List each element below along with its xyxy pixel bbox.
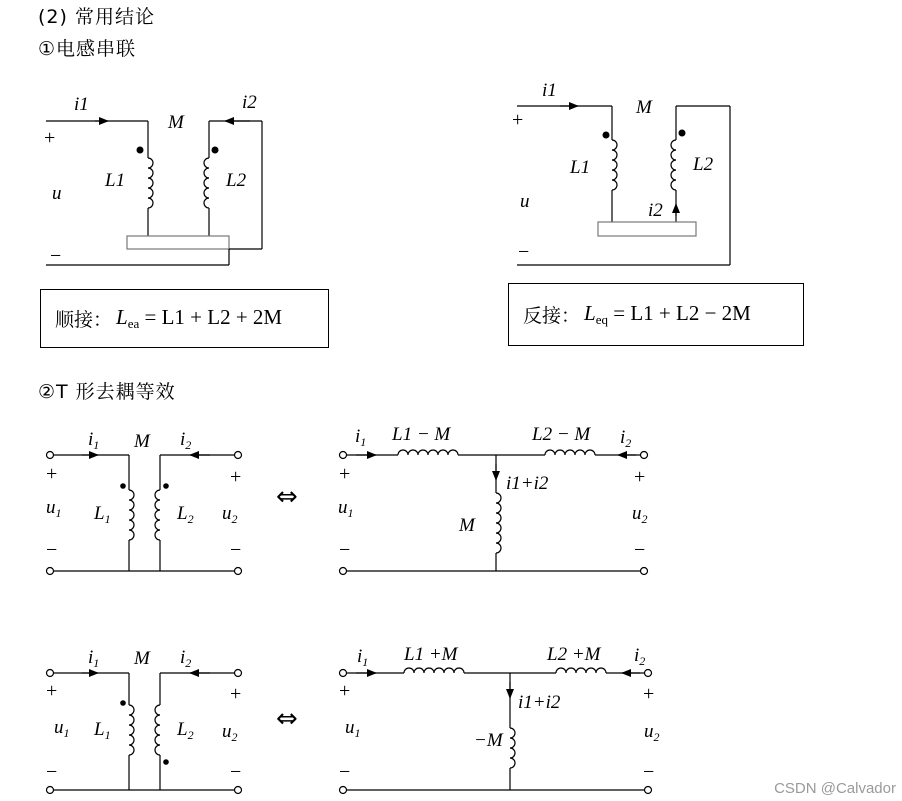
label-l2: L2 [693,154,714,175]
coil-l1 [148,158,153,208]
current-i1: i1 [74,94,89,115]
minus-sign-left: − [339,539,351,561]
current-i1: i1 [542,80,557,101]
label-l1: $L_1$ [94,719,111,742]
minus-sign-right: − [230,761,242,783]
dot-l2 [163,483,169,489]
t-decoupling-heading: ②T 形去耦等效 [38,381,176,403]
label-l1: L1 [105,170,126,191]
coil-label-l2-minus-m: L2 − M [532,424,591,445]
plus-sign-right: + [634,466,646,488]
series-forward-circuit [46,121,262,265]
dot-l2 [163,759,169,765]
dot-l2 [212,147,219,154]
minus-sign-right: − [643,761,655,783]
section-heading: (2) 常用结论 [38,6,155,28]
current-i2: $i_2$ [620,427,632,450]
current-i2: i2 [242,92,257,113]
plus-sign-right: + [643,683,655,705]
mutual-m: M [134,431,150,452]
voltage-u1: $u_1$ [338,497,354,520]
current-i2: i2 [648,200,663,221]
voltage-u2: $u_2$ [222,503,238,526]
minus-sign: − [50,245,62,267]
coil-l2 [204,158,209,208]
shunt-coil-label: M [459,515,475,536]
t-equivalent-circuit-row1 [340,450,648,575]
forward-formula: $L_{ea} = L1 + L2 + 2M$ [116,305,283,331]
label-l2: $L_2$ [177,719,194,742]
label-l1: L1 [570,157,591,178]
voltage-u: u [520,191,530,212]
voltage-u2: $u_2$ [222,721,238,744]
coil-l1 [612,140,617,190]
current-i1: $i_1$ [355,426,367,449]
voltage-u1: $u_1$ [46,497,62,520]
dot-l1 [120,483,126,489]
mutual-m: M [134,648,150,669]
dot-l1 [120,700,126,706]
voltage-u1: $u_1$ [54,717,70,740]
minus-sign: − [518,241,530,263]
forward-label: 顺接： [55,309,113,331]
coil-l2 [671,140,676,190]
equivalence-icon: ⇔ [276,482,298,512]
dot-l1 [137,147,144,154]
plus-sign-left: + [339,680,351,702]
equivalence-icon: ⇔ [276,704,298,734]
t-coupled-circuit-row2 [47,670,242,794]
mutual-m: M [636,97,652,118]
shunt-coil-label: −M [474,730,503,751]
label-l1: $L_1$ [94,503,111,526]
minus-sign-left: − [46,539,58,561]
coil-label-l2-plus-m: L2 +M [547,644,601,665]
current-i1: $i_1$ [88,429,100,452]
plus-sign-left: + [46,463,58,485]
t-coupled-circuit-row1 [47,452,242,575]
current-i2: $i_2$ [180,647,192,670]
minus-sign-left: − [46,761,58,783]
voltage-u1: $u_1$ [345,717,361,740]
series-reverse-circuit [517,106,730,265]
voltage-u2: $u_2$ [632,503,648,526]
coil-label-l1-minus-m: L1 − M [392,424,451,445]
series-inductance-heading: ①电感串联 [38,38,137,60]
coil-label-l1-plus-m: L1 +M [404,644,458,665]
dot-l2 [679,130,686,137]
mutual-m: M [168,112,184,133]
plus-sign-right: + [230,683,242,705]
voltage-u: u [52,183,62,204]
current-i1: $i_1$ [357,646,369,669]
reverse-label: 反接： [523,305,581,327]
label-l2: $L_2$ [177,503,194,526]
csdn-watermark: CSDN @Calvador [774,780,896,797]
minus-sign-right: − [230,539,242,561]
minus-sign-left: − [339,761,351,783]
label-l2: L2 [226,170,247,191]
plus-sign-left: + [46,680,58,702]
dot-l1 [603,132,610,139]
voltage-u2: $u_2$ [644,721,660,744]
current-i2: $i_2$ [634,645,646,668]
reverse-formula: $L_{eq} = L1 + L2 - 2M$ [584,301,751,327]
plus-sign-left: + [339,463,351,485]
current-i2: $i_2$ [180,429,192,452]
minus-sign-right: − [634,539,646,561]
plus-sign: + [512,109,524,131]
shunt-current-label: i1+i2 [518,692,561,713]
shunt-current-label: i1+i2 [506,473,549,494]
current-i1: $i_1$ [88,647,100,670]
plus-sign: + [44,127,56,149]
plus-sign-right: + [230,466,242,488]
